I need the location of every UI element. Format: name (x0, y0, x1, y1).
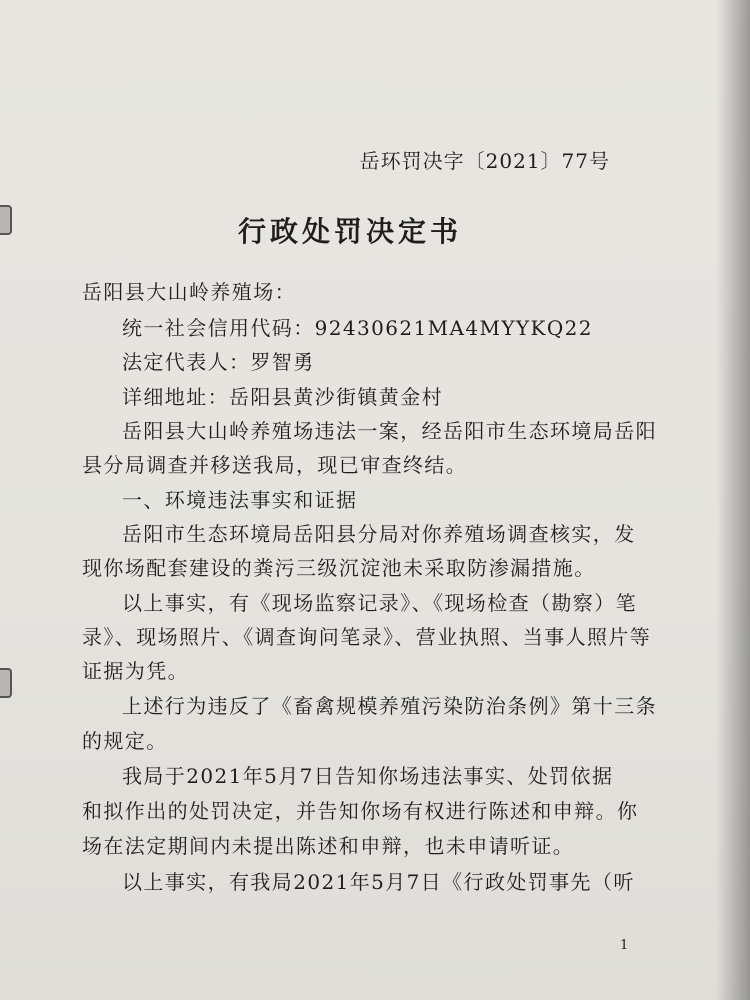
body-line: 我局于2021年5月7日告知你场违法事实、处罚依据 (122, 764, 614, 788)
binder-clip (0, 668, 12, 698)
addressee: 岳阳县大山岭养殖场： (82, 280, 296, 304)
body-line: 以上事实，有我局2021年5月7日《行政处罚事先（听 (122, 870, 635, 894)
body-line: 录》、现场照片、《调查询问笔录》、营业执照、当事人照片等 (82, 625, 652, 649)
body-line: 场在法定期间内未提出陈述和申辩，也未申请听证。 (82, 834, 575, 858)
document-title: 行政处罚决定书 (237, 215, 462, 248)
page-number: 1 (620, 938, 629, 953)
section-heading: 一、环境违法事实和证据 (122, 488, 358, 512)
credit-code-line: 统一社会信用代码：92430621MA4MYYKQ22 (122, 316, 593, 340)
legal-representative-line: 法定代表人：罗智勇 (122, 350, 315, 374)
body-line: 县分局调查并移送我局，现已审查终结。 (82, 453, 468, 477)
body-line: 岳阳市生态环境局岳阳县分局对你养殖场调查核实，发 (122, 522, 636, 546)
body-line: 以上事实，有《现场监察记录》、《现场检查（勘察）笔 (122, 591, 637, 615)
document-number: 岳环罚决字〔2021〕77号 (359, 149, 610, 173)
body-line: 现你场配套建设的粪污三级沉淀池未采取防渗漏措施。 (82, 556, 596, 580)
body-line: 岳阳县大山岭养殖场违法一案，经岳阳市生态环境局岳阳 (122, 419, 657, 443)
body-line: 上述行为违反了《畜禽规模养殖污染防治条例》第十三条 (122, 694, 657, 718)
page-edge-shadow (716, 0, 750, 1000)
body-line: 证据为凭。 (82, 659, 189, 683)
body-line: 的规定。 (82, 729, 168, 753)
body-line: 和拟作出的处罚决定，并告知你场有权进行陈述和申辩。你 (82, 799, 639, 823)
address-line: 详细地址：岳阳县黄沙街镇黄金村 (122, 385, 443, 409)
